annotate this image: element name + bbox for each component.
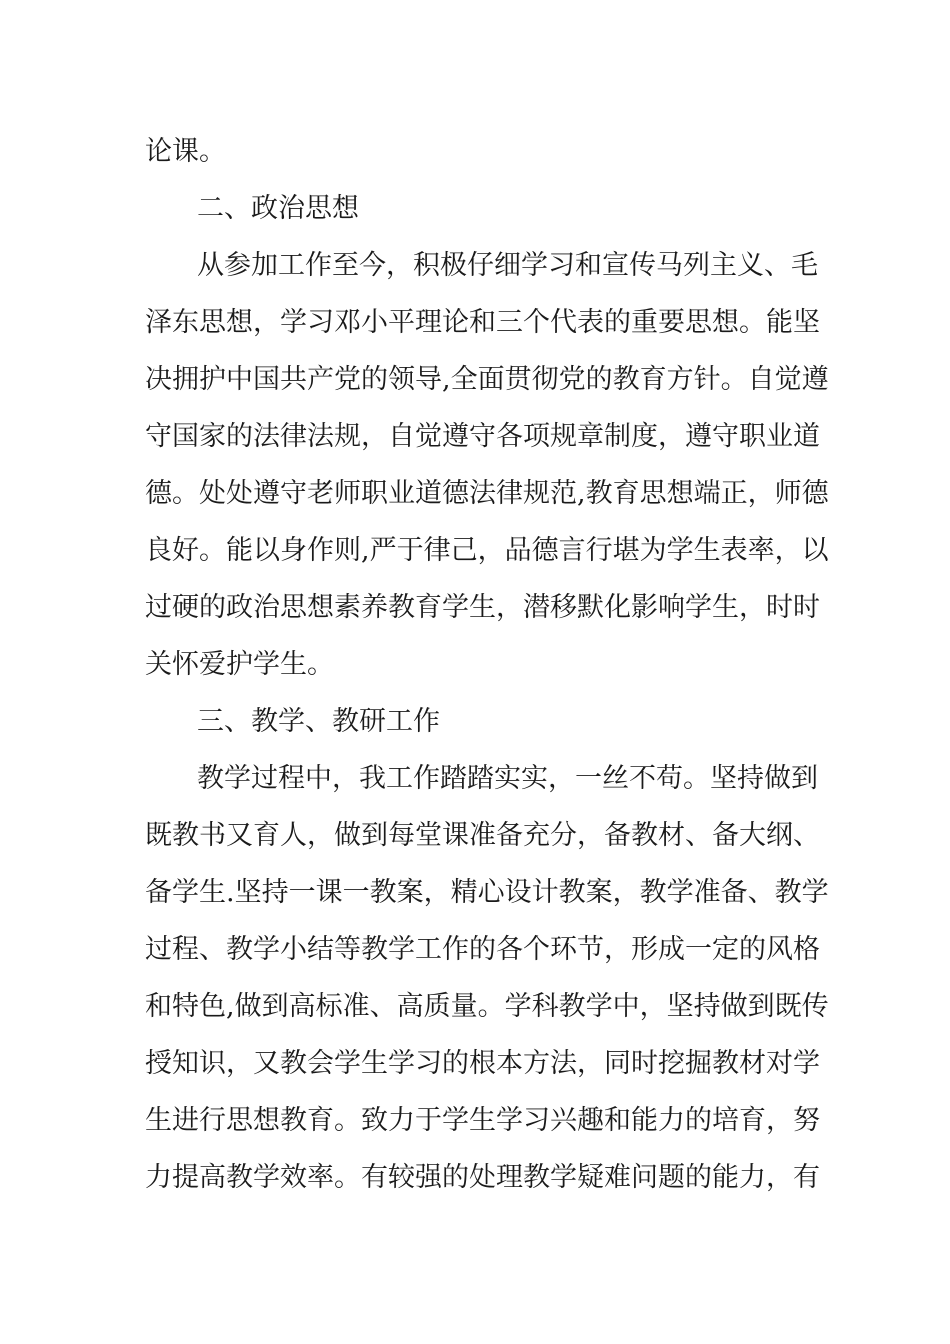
- paragraph-line: 授知识，又教会学生学习的根本方法，同时挖掘教材对学: [145, 1048, 820, 1079]
- paragraph-line: 决拥护中国共产党的领导,全面贯彻党的教育方针。自觉遵: [145, 364, 829, 395]
- paragraph-line: 从参加工作至今，积极仔细学习和宣传马列主义、毛: [197, 250, 818, 281]
- paragraph-line: 过程、教学小结等教学工作的各个环节，形成一定的风格: [145, 934, 820, 965]
- section-heading-teaching-research: 三、教学、教研工作: [197, 706, 440, 737]
- paragraph-line: 和特色,做到高标准、高质量。学科教学中，坚持做到既传: [145, 991, 829, 1022]
- paragraph-line: 守国家的法律法规，自觉遵守各项规章制度，遵守职业道: [145, 421, 820, 452]
- paragraph-line: 教学过程中，我工作踏踏实实，一丝不苟。坚持做到: [197, 763, 818, 794]
- paragraph-line: 备学生.坚持一课一教案，精心设计教案，教学准备、教学: [145, 877, 829, 908]
- paragraph-line: 生进行思想教育。致力于学生学习兴趣和能力的培育，努: [145, 1105, 820, 1136]
- paragraph-line: 泽东思想，学习邓小平理论和三个代表的重要思想。能坚: [145, 307, 820, 338]
- paragraph-line: 力提高教学效率。有较强的处理教学疑难问题的能力，有: [145, 1162, 820, 1193]
- paragraph-line: 良好。能以身作则,严于律己，品德言行堪为学生表率，以: [145, 535, 829, 566]
- paragraph-line: 关怀爱护学生。: [145, 649, 334, 680]
- paragraph-line: 过硬的政治思想素养教育学生，潜移默化影响学生，时时: [145, 592, 820, 623]
- paragraph-line: 德。处处遵守老师职业道德法律规范,教育思想端正，师德: [145, 478, 829, 509]
- paragraph-line: 既教书又育人，做到每堂课准备充分，备教材、备大纲、: [145, 820, 820, 851]
- section-heading-political-thought: 二、政治思想: [197, 193, 359, 224]
- paragraph-line: 论课。: [145, 136, 226, 167]
